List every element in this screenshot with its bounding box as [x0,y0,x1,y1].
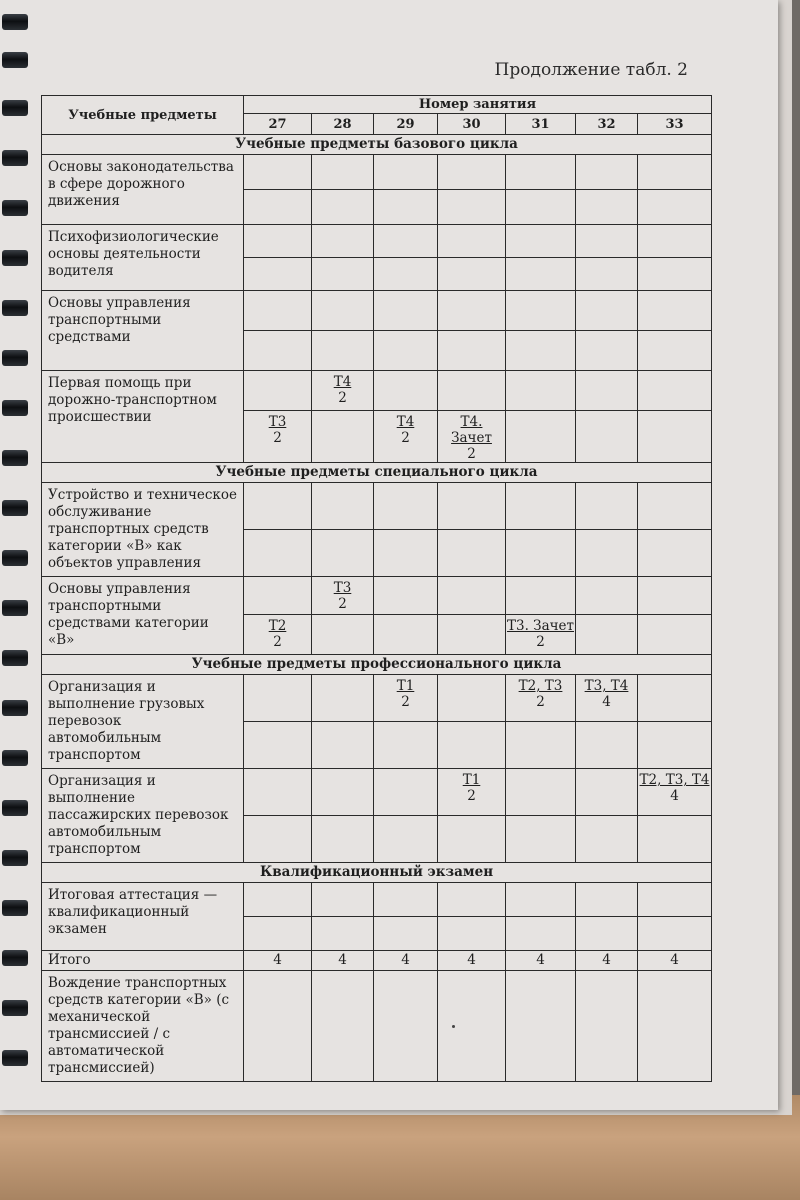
subjects-header: Учебные предметы [42,96,244,135]
subject-name: Основы управления транспортными средствами категории «В» [42,577,244,655]
lesson-number: 29 [374,114,438,135]
subject-name: Вождение транспортных средств категории «В» (с механической трансмиссией / с автоматической трансмиссией) [42,971,244,1082]
total-value: 4 [312,951,374,971]
subject-name: Основы законодательства в сфере дорожного движения [42,155,244,225]
lesson-number: 32 [576,114,638,135]
total-value: 4 [244,951,312,971]
lesson-cell: Т4. Зачет 2 [438,411,506,463]
lesson-cell: Т4 2 [374,411,438,463]
total-value: 4 [638,951,712,971]
subject-name: Итоговая аттестация — квалификационный экзамен [42,883,244,951]
total-value: 4 [374,951,438,971]
subject-name: Организация и выполнение пассажирских перевозок автомобильным транспортом [42,769,244,863]
section-heading: Учебные предметы профессионального цикла [42,655,712,675]
lesson-cell: Т2, Т3 2 [506,675,576,722]
subject-name: Основы управления транспортными средствами [42,291,244,371]
lesson-number: 33 [638,114,712,135]
total-value: 4 [506,951,576,971]
subject-name: Психофизиологические основы деятельности водителя [42,225,244,291]
table-caption: Продолжение табл. 2 [494,60,688,80]
lesson-cell: Т3, Т4 4 [576,675,638,722]
subject-name: Устройство и техническое обслуживание транспортных средств категории «В» как объектов управления [42,483,244,577]
lesson-number: 28 [312,114,374,135]
lesson-number-header: Номер занятия [244,96,712,114]
lesson-cell: Т1 2 [438,769,506,816]
lesson-number: 31 [506,114,576,135]
spiral-binding [0,0,40,1110]
lesson-cell: Т3 2 [312,577,374,615]
subject-name: Организация и выполнение грузовых перевозок автомобильным транспортом [42,675,244,769]
lesson-cell: Т3. Зачет 2 [506,615,576,655]
section-heading: Учебные предметы специального цикла [42,463,712,483]
total-value: 4 [438,951,506,971]
lesson-cell: Т2 2 [244,615,312,655]
lesson-cell: Т2, Т3, Т4 4 [638,769,712,816]
lesson-number: 27 [244,114,312,135]
schedule-table [41,95,712,1082]
subject-name: Первая помощь при дорожно-транспортном происшествии [42,371,244,463]
section-heading: Учебные предметы базового цикла [42,135,712,155]
lesson-number: 30 [438,114,506,135]
section-heading: Квалификационный экзамен [42,863,712,883]
page-mark [452,1025,455,1028]
total-label: Итого [42,951,244,971]
total-value: 4 [576,951,638,971]
lesson-cell: Т4 2 [312,371,374,411]
lesson-cell: Т3 2 [244,411,312,463]
lesson-cell: Т1 2 [374,675,438,722]
